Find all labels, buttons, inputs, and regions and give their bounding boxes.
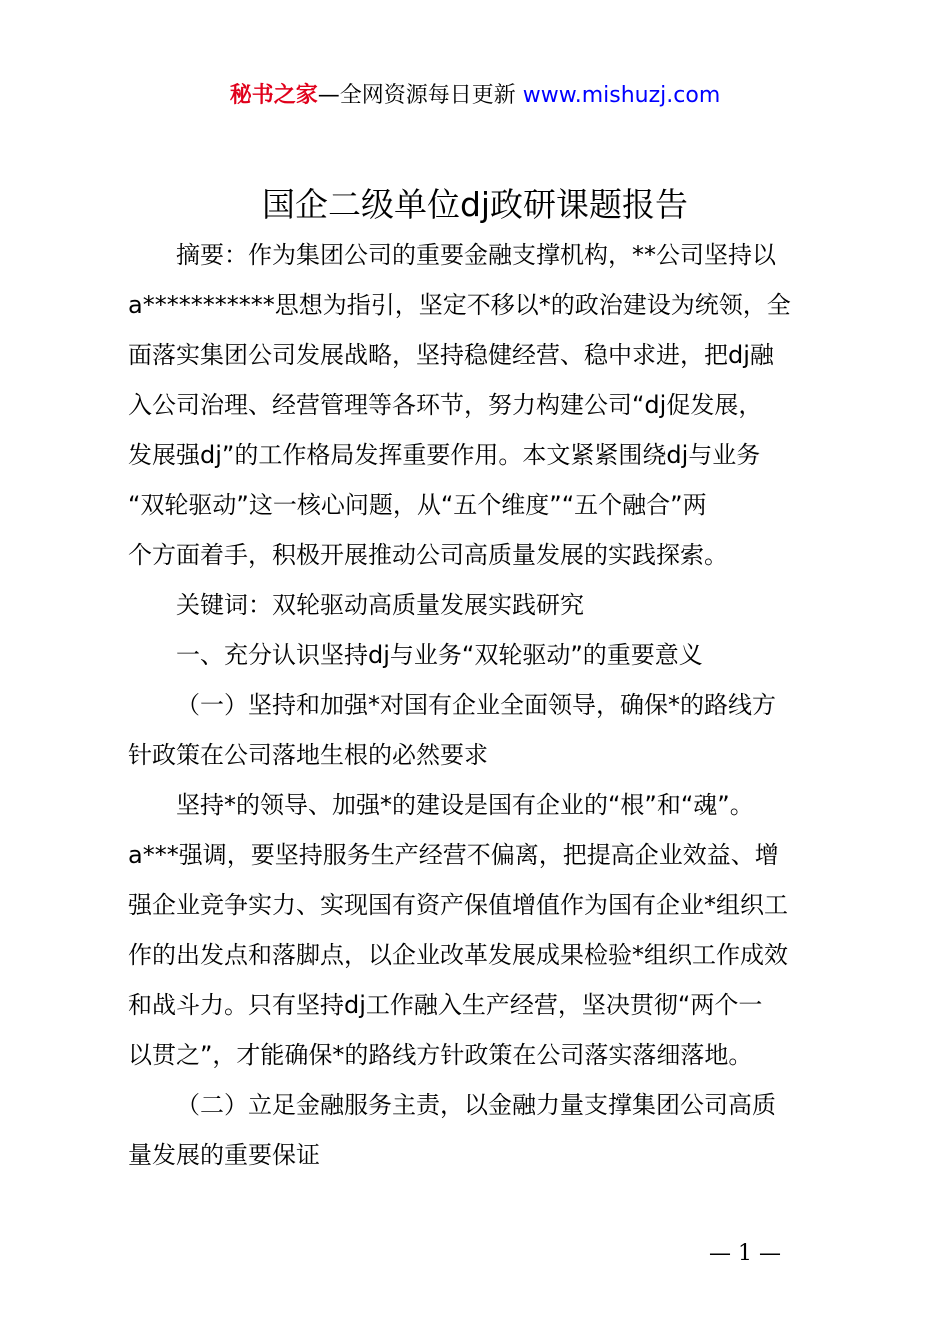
abstract-line: 个方面着手，积极开展推动公司高质量发展的实践探索。 — [128, 541, 728, 569]
paragraph-line: 以贯之”，才能确保*的路线方针政策在公司落实落细落地。 — [128, 1041, 753, 1069]
site-header — [0, 80, 950, 112]
brand-name: 秘书之家 — [229, 83, 318, 108]
subsection-heading: 量发展的重要保证 — [128, 1141, 320, 1169]
site-url[interactable]: www.mishuzj.com — [522, 83, 721, 108]
abstract-line: a***********思想为指引，坚定不移以*的政治建设为统领，全 — [128, 291, 791, 319]
abstract-line: 面落实集团公司发展战略，坚持稳健经营、稳中求进，把dj融 — [128, 341, 774, 369]
subsection-heading: （一）坚持和加强*对国有企业全面领导，确保*的路线方 — [176, 691, 776, 719]
paragraph-line: 作的出发点和落脚点，以企业改革发展成果检验*组织工作成效 — [128, 941, 788, 969]
header-tagline: —全网资源每日更新 — [317, 83, 516, 108]
document-title: 国企二级单位dj政研课题报告 — [261, 185, 689, 224]
page-number: — 1 — — [709, 1241, 781, 1266]
abstract-line: 摘要：作为集团公司的重要金融支撑机构，**公司坚持以 — [176, 241, 776, 269]
paragraph-line: 和战斗力。只有坚持dj工作融入生产经营，坚决贯彻“两个一 — [128, 991, 763, 1019]
subsection-heading: （二）立足金融服务主责，以金融力量支撑集团公司高质 — [176, 1091, 776, 1119]
subsection-heading: 针政策在公司落地生根的必然要求 — [128, 741, 488, 769]
abstract-line: 入公司治理、经营管理等各环节，努力构建公司“dj促发展， — [128, 391, 763, 419]
abstract-line: “双轮驱动”这一核心问题，从“五个维度”“五个融合”两 — [128, 491, 707, 519]
abstract-line: 发展强dj”的工作格局发挥重要作用。本文紧紧围绕dj与业务 — [128, 441, 761, 469]
section-heading: 一、充分认识坚持dj与业务“双轮驱动”的重要意义 — [176, 641, 703, 669]
paragraph-line: 强企业竞争实力、实现国有资产保值增值作为国有企业*组织工 — [128, 891, 788, 919]
keywords-line: 关键词：双轮驱动高质量发展实践研究 — [176, 591, 584, 619]
paragraph-line: a***强调，要坚持服务生产经营不偏离，把提高企业效益、增 — [128, 841, 779, 869]
paragraph-line: 坚持*的领导、加强*的建设是国有企业的“根”和“魂”。 — [176, 791, 754, 819]
